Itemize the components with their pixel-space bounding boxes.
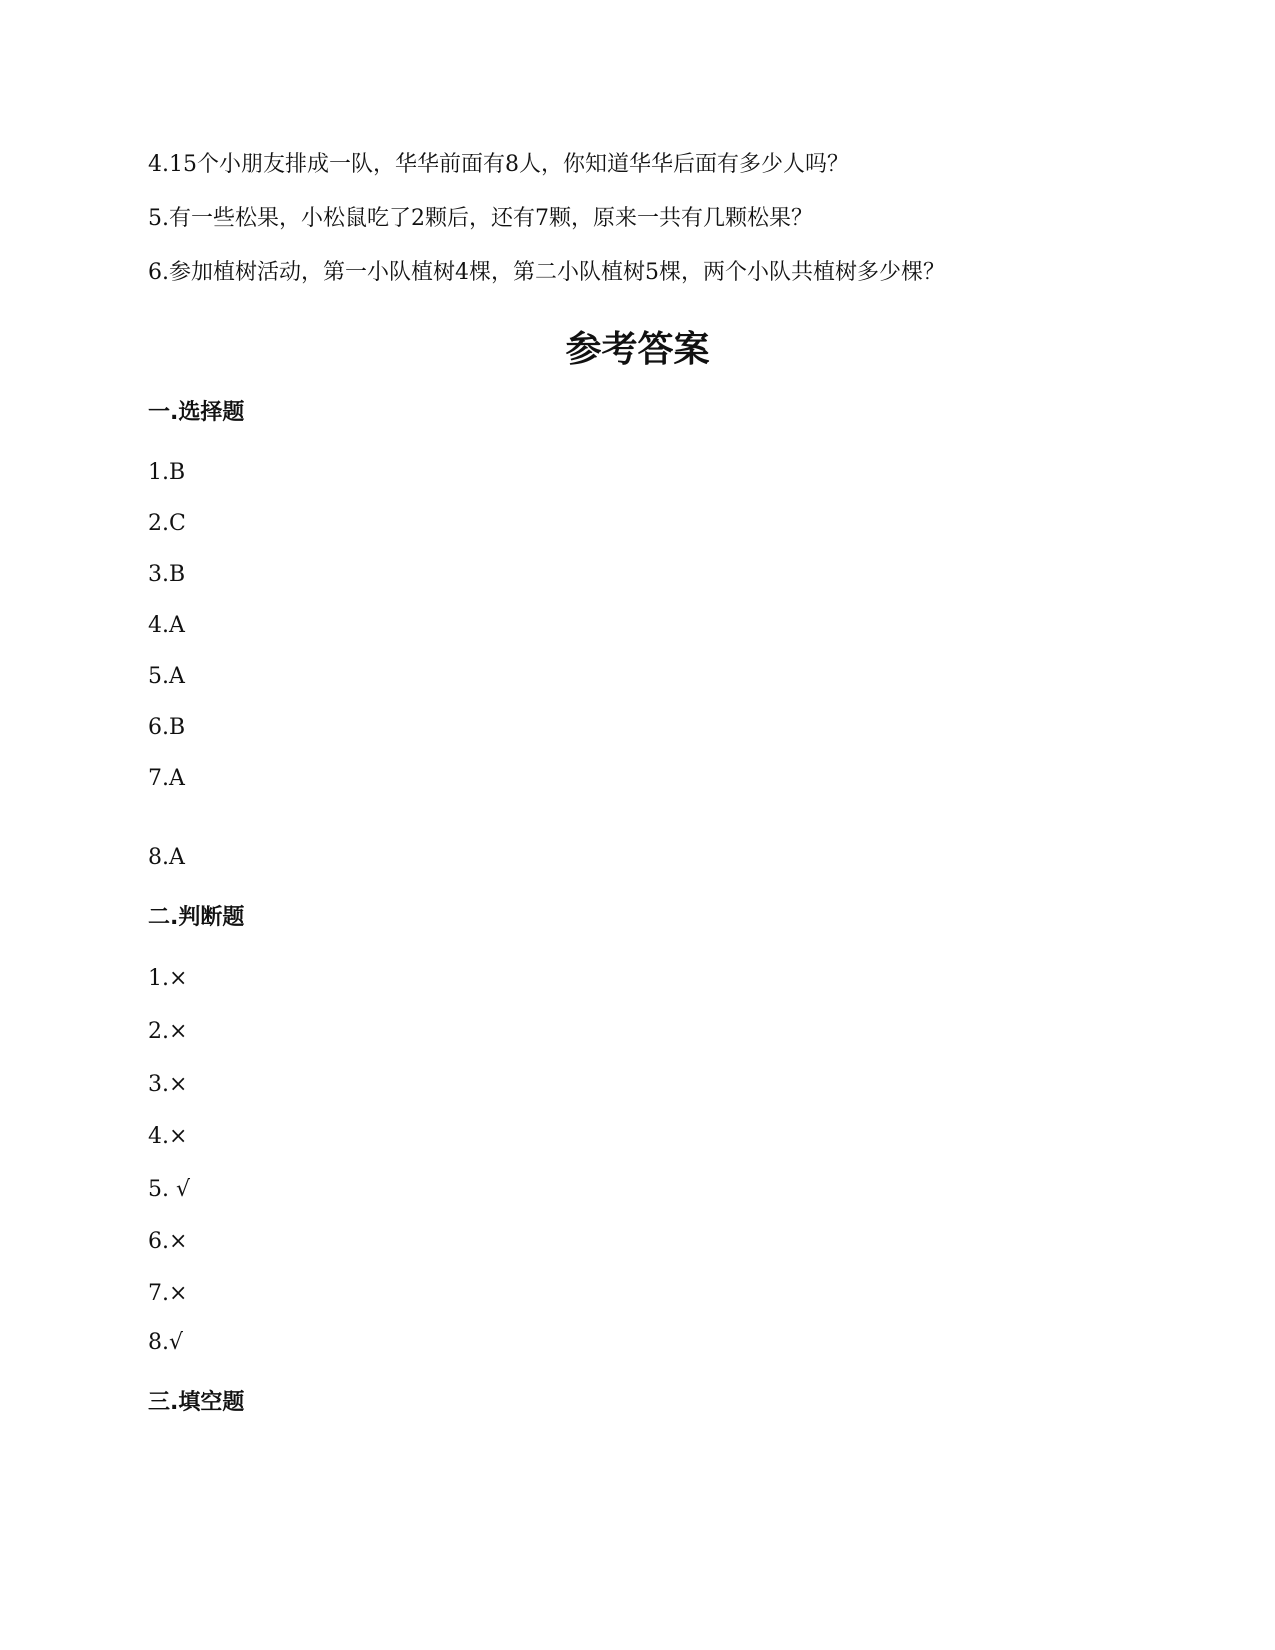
choice-answer-8: 8.A — [148, 845, 185, 870]
choice-answer-1: 1.B — [148, 460, 186, 485]
judgment-answer-3: 3.× — [148, 1072, 188, 1097]
answers-title: 参考答案 — [565, 329, 710, 370]
choice-answer-5: 5.A — [148, 664, 185, 689]
section-heading-fill-blank: 三.填空题 — [148, 1390, 245, 1415]
section-heading-choice: 一.选择题 — [148, 400, 245, 425]
choice-answer-4: 4.A — [148, 613, 185, 638]
judgment-answer-2: 2.× — [148, 1019, 188, 1044]
section-heading-judgment: 二.判断题 — [148, 905, 245, 930]
judgment-answer-5: 5. √ — [148, 1177, 191, 1202]
choice-answer-7: 7.A — [148, 766, 185, 791]
judgment-answer-4: 4.× — [148, 1124, 188, 1149]
judgment-answer-8: 8.√ — [148, 1330, 184, 1355]
question-6: 6.参加植树活动，第一小队植树4棵，第二小队植树5棵，两个小队共植树多少棵？ — [148, 260, 945, 285]
choice-answer-6: 6.B — [148, 715, 186, 740]
choice-answer-2: 2.C — [148, 511, 186, 536]
choice-answer-3: 3.B — [148, 562, 186, 587]
judgment-answer-7: 7.× — [148, 1281, 188, 1306]
judgment-answer-6: 6.× — [148, 1229, 188, 1254]
judgment-answer-1: 1.× — [148, 966, 188, 991]
question-5: 5.有一些松果，小松鼠吃了2颗后，还有7颗，原来一共有几颗松果？ — [148, 206, 813, 231]
question-4: 4.15个小朋友排成一队，华华前面有8人，你知道华华后面有多少人吗？ — [148, 152, 849, 177]
